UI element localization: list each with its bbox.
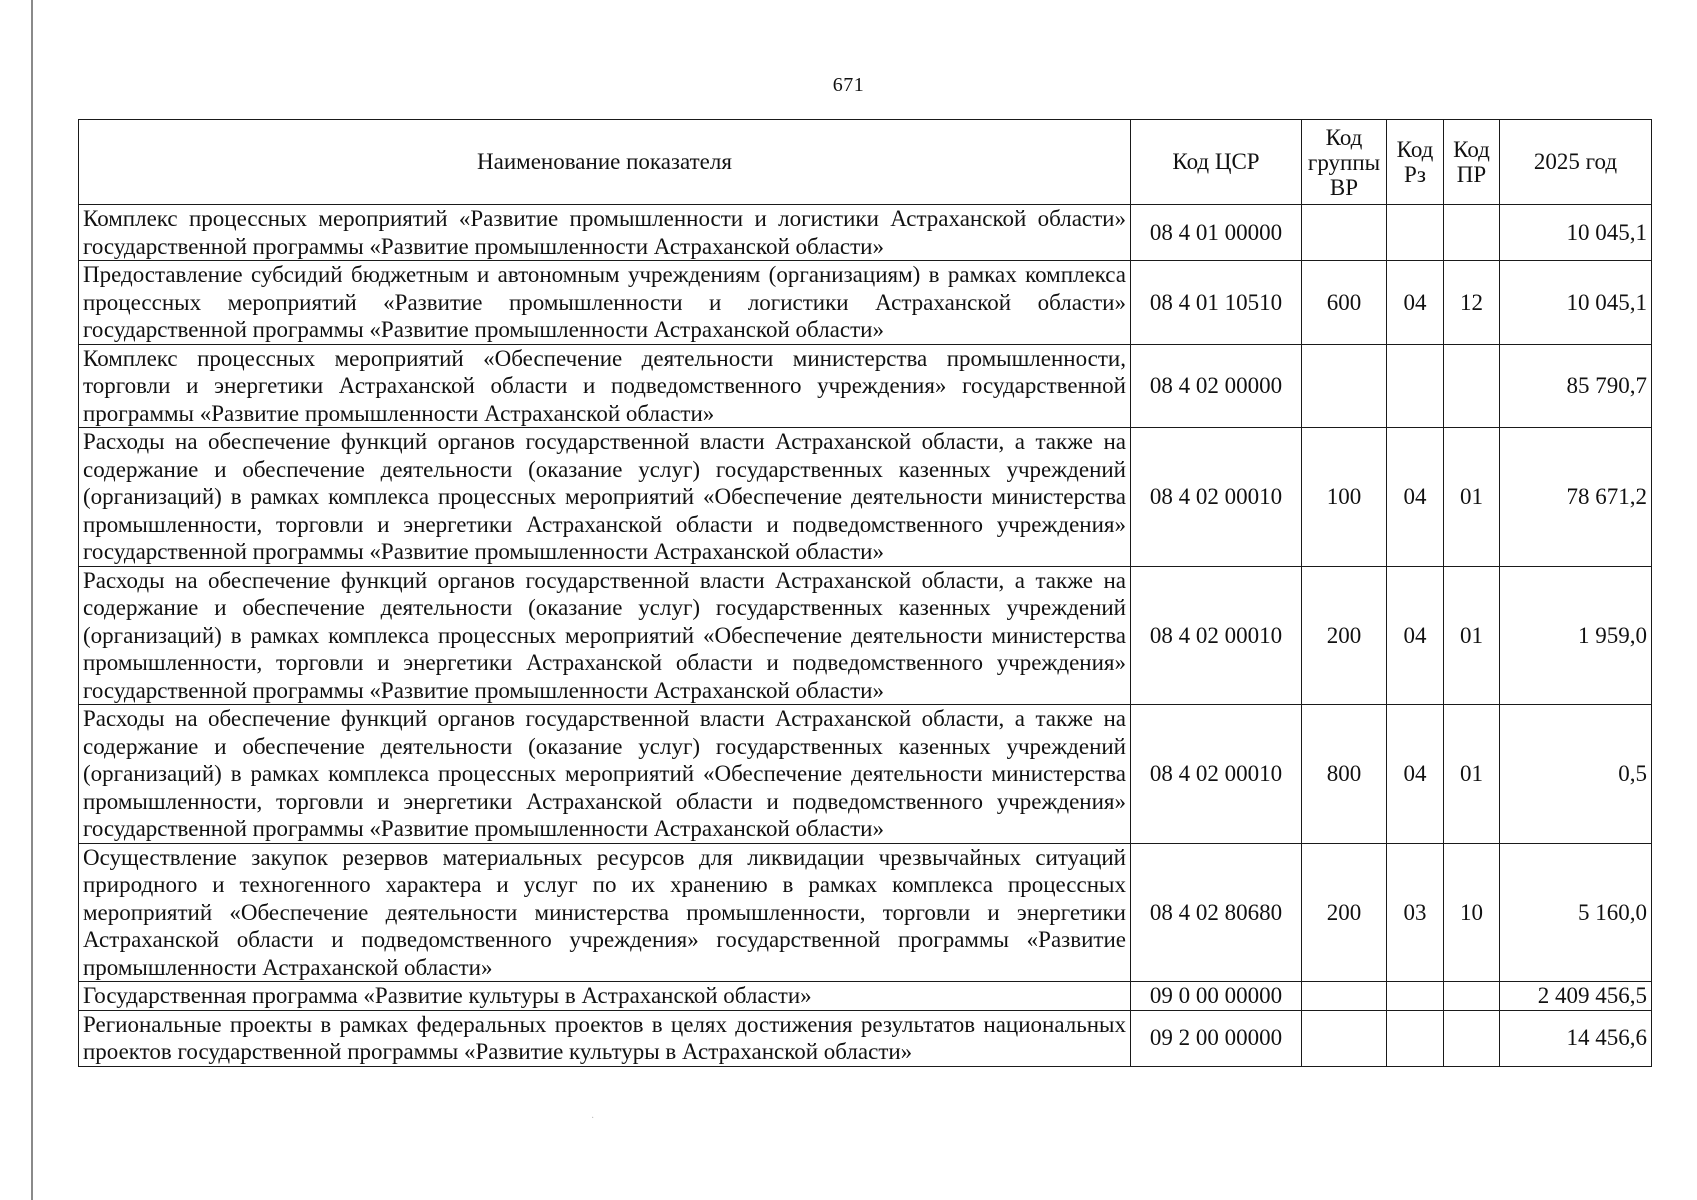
- table-row: [79, 428, 1652, 567]
- cell-csr: 08 4 01 10510: [1131, 261, 1302, 345]
- cell-vr: 200: [1302, 566, 1387, 705]
- cell-pr: 01: [1444, 428, 1500, 567]
- cell-vr: [1302, 1010, 1387, 1066]
- cell-rz: 04: [1387, 566, 1444, 705]
- cell-vr: [1302, 982, 1387, 1011]
- header-rz: Код Рз: [1387, 120, 1444, 205]
- cell-name: Расходы на обеспечение функций органов государственной власти Астраханской области, а также на содержание и обеспечение деятельности (оказание услуг) государственных казенных учреждений (организаций) в рамках комплекса процессных мероприятий «Обеспечение деятельности министерства промышленности, торговли и энергетики Астраханской области и подведомственного учреждения» государственной программы «Развитие промышленности Астраханской области»: [79, 428, 1131, 567]
- cell-vr: 100: [1302, 428, 1387, 567]
- cell-year: 10 045,1: [1500, 205, 1652, 261]
- cell-vr: [1302, 344, 1387, 428]
- cell-name: Комплекс процессных мероприятий «Обеспечение деятельности министерства промышленности, торговли и энергетики Астраханской области и подведомственного учреждения» государственной программы «Развитие промышленности Астраханской области»: [79, 344, 1131, 428]
- cell-vr: [1302, 205, 1387, 261]
- cell-vr: 200: [1302, 843, 1387, 982]
- table-row: [79, 344, 1652, 428]
- header-vr: Код группы ВР: [1302, 120, 1387, 205]
- cell-vr: 800: [1302, 705, 1387, 844]
- cell-rz: 03: [1387, 843, 1444, 982]
- table-row: [79, 982, 1652, 1011]
- cell-pr: 01: [1444, 566, 1500, 705]
- header-pr: Код ПР: [1444, 120, 1500, 205]
- cell-name: Расходы на обеспечение функций органов государственной власти Астраханской области, а также на содержание и обеспечение деятельности (оказание услуг) государственных казенных учреждений (организаций) в рамках комплекса процессных мероприятий «Обеспечение деятельности министерства промышленности, торговли и энергетики Астраханской области и подведомственного учреждения» государственной программы «Развитие промышленности Астраханской области»: [79, 705, 1131, 844]
- table-row: [79, 1010, 1652, 1066]
- cell-csr: 08 4 02 00010: [1131, 705, 1302, 844]
- table-row: [79, 705, 1652, 844]
- cell-year: 14 456,6: [1500, 1010, 1652, 1066]
- cell-year: 0,5: [1500, 705, 1652, 844]
- page-edge-line: [31, 0, 33, 1200]
- cell-rz: [1387, 982, 1444, 1011]
- cell-year: 2 409 456,5: [1500, 982, 1652, 1011]
- page-number: 671: [832, 74, 865, 96]
- header-csr: Код ЦСР: [1131, 120, 1302, 205]
- cell-pr: 12: [1444, 261, 1500, 345]
- cell-pr: [1444, 205, 1500, 261]
- table-row: [79, 843, 1652, 982]
- scan-speck: ·: [591, 1113, 595, 1124]
- cell-vr: 600: [1302, 261, 1387, 345]
- cell-pr: [1444, 1010, 1500, 1066]
- cell-csr: 08 4 02 00000: [1131, 344, 1302, 428]
- cell-csr: 08 4 02 80680: [1131, 843, 1302, 982]
- cell-csr: 09 0 00 00000: [1131, 982, 1302, 1011]
- cell-name: Расходы на обеспечение функций органов государственной власти Астраханской области, а также на содержание и обеспечение деятельности (оказание услуг) государственных казенных учреждений (организаций) в рамках комплекса процессных мероприятий «Обеспечение деятельности министерства промышленности, торговли и энергетики Астраханской области и подведомственного учреждения» государственной программы «Развитие промышленности Астраханской области»: [79, 566, 1131, 705]
- cell-year: 10 045,1: [1500, 261, 1652, 345]
- table-row: [79, 261, 1652, 345]
- cell-name: Государственная программа «Развитие культуры в Астраханской области»: [79, 982, 1131, 1011]
- cell-name: Комплекс процессных мероприятий «Развитие промышленности и логистики Астраханской области» государственной программы «Развитие промышленности Астраханской области»: [79, 205, 1131, 261]
- budget-table: [78, 119, 1652, 1067]
- cell-name: Осуществление закупок резервов материальных ресурсов для ликвидации чрезвычайных ситуаций природного и техногенного характера и услуг по их хранению в рамках комплекса процессных мероприятий «Обеспечение деятельности министерства промышленности, торговли и энергетики Астраханской области и подведомственного учреждения» государственной программы «Развитие промышленности Астраханской области»: [79, 843, 1131, 982]
- cell-name: Предоставление субсидий бюджетным и автономным учреждениям (организациям) в рамках комплекса процессных мероприятий «Развитие промышленности и логистики Астраханской области» государственной программы «Развитие промышленности Астраханской области»: [79, 261, 1131, 345]
- cell-rz: [1387, 1010, 1444, 1066]
- cell-year: 78 671,2: [1500, 428, 1652, 567]
- cell-name: Региональные проекты в рамках федеральных проектов в целях достижения результатов национальных проектов государственной программы «Развитие культуры в Астраханской области»: [79, 1010, 1131, 1066]
- cell-csr: 08 4 02 00010: [1131, 428, 1302, 567]
- cell-pr: [1444, 982, 1500, 1011]
- cell-pr: 10: [1444, 843, 1500, 982]
- table-row: [79, 205, 1652, 261]
- header-year: 2025 год: [1500, 120, 1652, 205]
- cell-year: 85 790,7: [1500, 344, 1652, 428]
- cell-year: 1 959,0: [1500, 566, 1652, 705]
- cell-rz: [1387, 344, 1444, 428]
- cell-csr: 08 4 01 00000: [1131, 205, 1302, 261]
- table-row: [79, 566, 1652, 705]
- cell-year: 5 160,0: [1500, 843, 1652, 982]
- cell-csr: 09 2 00 00000: [1131, 1010, 1302, 1066]
- cell-rz: 04: [1387, 261, 1444, 345]
- cell-rz: 04: [1387, 705, 1444, 844]
- header-name: Наименование показателя: [79, 120, 1131, 205]
- cell-rz: 04: [1387, 428, 1444, 567]
- cell-pr: [1444, 344, 1500, 428]
- cell-csr: 08 4 02 00010: [1131, 566, 1302, 705]
- cell-pr: 01: [1444, 705, 1500, 844]
- cell-rz: [1387, 205, 1444, 261]
- table-header-row: [79, 120, 1652, 205]
